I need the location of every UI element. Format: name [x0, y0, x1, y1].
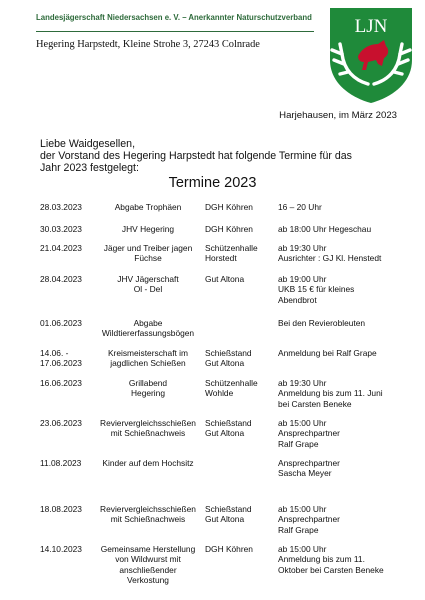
schedule-date [40, 544, 98, 554]
schedule-event [99, 224, 197, 234]
schedule-info-line: ab 15:00 Uhr [278, 544, 327, 554]
schedule-date-line: 18.08.2023 [40, 504, 82, 514]
schedule-place-line: Schützenhalle [205, 243, 258, 253]
schedule-date-line: 23.06.2023 [40, 418, 82, 428]
schedule-place-line: DGH Köhren [205, 202, 253, 212]
schedule-date [40, 378, 98, 388]
schedule-info-line: Ausrichter : GJ Kl. Henstedt [278, 253, 382, 264]
schedule-event-line: Reviervergleichsschießen [100, 504, 196, 514]
intro-text: der Vorstand des Hegering Harpstedt hat folgende Termine für das Jahr 2023 festgelegt: [40, 150, 352, 174]
schedule-event [99, 544, 197, 585]
schedule-event-line: Grillabend [128, 378, 168, 388]
header-rule [36, 31, 314, 32]
schedule-place [205, 418, 275, 439]
schedule-info [278, 418, 413, 449]
schedule-info [278, 458, 413, 479]
schedule-event-line: mit Schießnachweis [110, 514, 186, 525]
schedule-event-line: Füchse [134, 253, 162, 264]
schedule-date [40, 504, 98, 514]
schedule-event [99, 504, 197, 525]
schedule-info [278, 224, 413, 234]
schedule-event-line: Hegering [131, 388, 165, 399]
schedule-date [40, 348, 98, 369]
schedule-date [40, 418, 98, 428]
schedule-place [205, 202, 275, 212]
schedule-event-line: jagdlichen Schießen [110, 358, 186, 369]
schedule-date [40, 458, 98, 468]
schedule-info-line: Abendbrot [278, 294, 317, 305]
schedule-info-line: Anmeldung bis zum 11. Juni [278, 388, 383, 399]
schedule-date [40, 318, 98, 328]
address-line: Hegering Harpstedt, Kleine Strohe 3, 27243 Colnrade [36, 39, 260, 50]
schedule-place-line: Schießstand [205, 504, 252, 514]
schedule-info-line: Anmeldung bis zum 11. [278, 554, 365, 565]
schedule-event-line: Kreismeisterschaft im [107, 348, 189, 358]
schedule-date-line: 28.04.2023 [40, 274, 82, 284]
schedule-place-line: DGH Köhren [205, 224, 253, 234]
schedule-place [205, 544, 275, 554]
schedule-event-line: von Wildwurst mit [115, 554, 181, 565]
schedule-place [205, 224, 275, 234]
schedule-event-line: Kinder auf dem Hochsitz [102, 458, 194, 468]
ljn-crest-icon [328, 6, 414, 104]
schedule-event [99, 202, 197, 212]
schedule-place [205, 348, 275, 369]
schedule-info-line: ab 19:00 Uhr [278, 274, 327, 284]
schedule-date-line: 16.06.2023 [40, 378, 82, 388]
schedule-place-line: Gut Altona [205, 514, 245, 525]
schedule-place-line: Schießstand [205, 348, 252, 358]
schedule-event-line: anschließender [119, 564, 177, 575]
schedule-info [278, 378, 413, 409]
schedule-info-line: Ralf Grape [278, 524, 319, 535]
schedule-info [278, 348, 413, 358]
schedule-info-line: Ansprechpartner [278, 514, 340, 525]
schedule-info-line: Ansprechpartner [278, 428, 340, 439]
schedule-info [278, 202, 413, 212]
schedule-place-line: DGH Köhren [205, 544, 253, 554]
schedule-date [40, 202, 98, 212]
schedule-event [99, 378, 197, 399]
schedule-event-line: Ol - Del [133, 284, 163, 295]
schedule-info-line: 16 – 20 Uhr [278, 202, 322, 212]
schedule-date-line: 14.06. - [40, 348, 69, 358]
schedule-date-line: 14.10.2023 [40, 544, 82, 554]
schedule-info-line: Ansprechpartner [278, 458, 340, 468]
schedule-place-line: Horstedt [205, 253, 237, 264]
schedule-info-line: ab 15:00 Uhr [278, 504, 327, 514]
schedule-date [40, 224, 98, 234]
schedule-info-line: ab 19:30 Uhr [278, 243, 327, 253]
organization-line: Landesjägerschaft Niedersachsen e. V. – Anerkannter Naturschutzverband [36, 13, 312, 22]
schedule-date [40, 274, 98, 284]
schedule-date-line: 17.06.2023 [40, 358, 82, 369]
schedule-info-line: Oktober bei Carsten Beneke [278, 564, 384, 575]
schedule-place [205, 504, 275, 525]
schedule-info-line: UKB 15 € für kleines [278, 284, 355, 295]
greeting: Liebe Waidgesellen, [40, 138, 136, 150]
schedule-event-line: Reviervergleichsschießen [100, 418, 196, 428]
schedule-info-line: ab 19:30 Uhr [278, 378, 327, 388]
schedule-event-line: Gemeinsame Herstellung [100, 544, 196, 554]
schedule-info [278, 274, 413, 305]
schedule-info-line: Anmeldung bei Ralf Grape [278, 348, 377, 358]
schedule-event [99, 458, 197, 468]
schedule-info-line: Sascha Meyer [278, 468, 332, 479]
logo-text: LJN [354, 16, 388, 37]
schedule-place [205, 243, 275, 264]
schedule-info [278, 504, 413, 535]
schedule-place-line: Schießstand [205, 418, 252, 428]
schedule-info [278, 544, 413, 575]
schedule-place-line: Schützenhalle [205, 378, 258, 388]
schedule-event [99, 274, 197, 295]
schedule-info-line: ab 18:00 Uhr Hegeschau [278, 224, 372, 234]
schedule-place-line: Gut Altona [205, 274, 245, 284]
schedule-place-line: Gut Altona [205, 428, 245, 439]
schedule-date-line: 21.04.2023 [40, 243, 82, 253]
schedule-place [205, 274, 275, 284]
schedule-info [278, 318, 413, 328]
schedule-info [278, 243, 413, 264]
schedule-place-line: Gut Altona [205, 358, 245, 369]
schedule-event [99, 243, 197, 264]
schedule-event-line: Abgabe [133, 318, 163, 328]
schedule-info-line: ab 15:00 Uhr [278, 418, 327, 428]
place-date: Harjehausen, im März 2023 [279, 110, 397, 121]
schedule-date-line: 11.08.2023 [40, 458, 82, 468]
schedule-event-line: JHV Hegering [121, 224, 175, 234]
schedule-event [99, 318, 197, 339]
schedule-event [99, 348, 197, 369]
schedule-date [40, 243, 98, 253]
schedule-event-line: Abgabe Trophäen [114, 202, 182, 212]
schedule-heading: Termine 2023 [168, 175, 257, 191]
schedule-info-line: bei Carsten Beneke [278, 398, 352, 409]
schedule-info-line: Ralf Grape [278, 438, 319, 449]
schedule-date-line: 01.06.2023 [40, 318, 82, 328]
schedule-info-line: Bei den Revierobleuten [278, 318, 366, 328]
schedule-date-line: 30.03.2023 [40, 224, 82, 234]
schedule-place [205, 378, 275, 399]
schedule-event-line: Wildtiererfassungsbögen [101, 328, 195, 339]
schedule-date-line: 28.03.2023 [40, 202, 82, 212]
schedule-event-line: JHV Jägerschaft [117, 274, 179, 284]
schedule-event-line: mit Schießnachweis [110, 428, 186, 439]
schedule-event [99, 418, 197, 439]
schedule-event-line: Verkostung [127, 574, 169, 585]
schedule-place-line: Wohlde [205, 388, 234, 399]
schedule-event-line: Jäger und Treiber jagen [103, 243, 193, 253]
